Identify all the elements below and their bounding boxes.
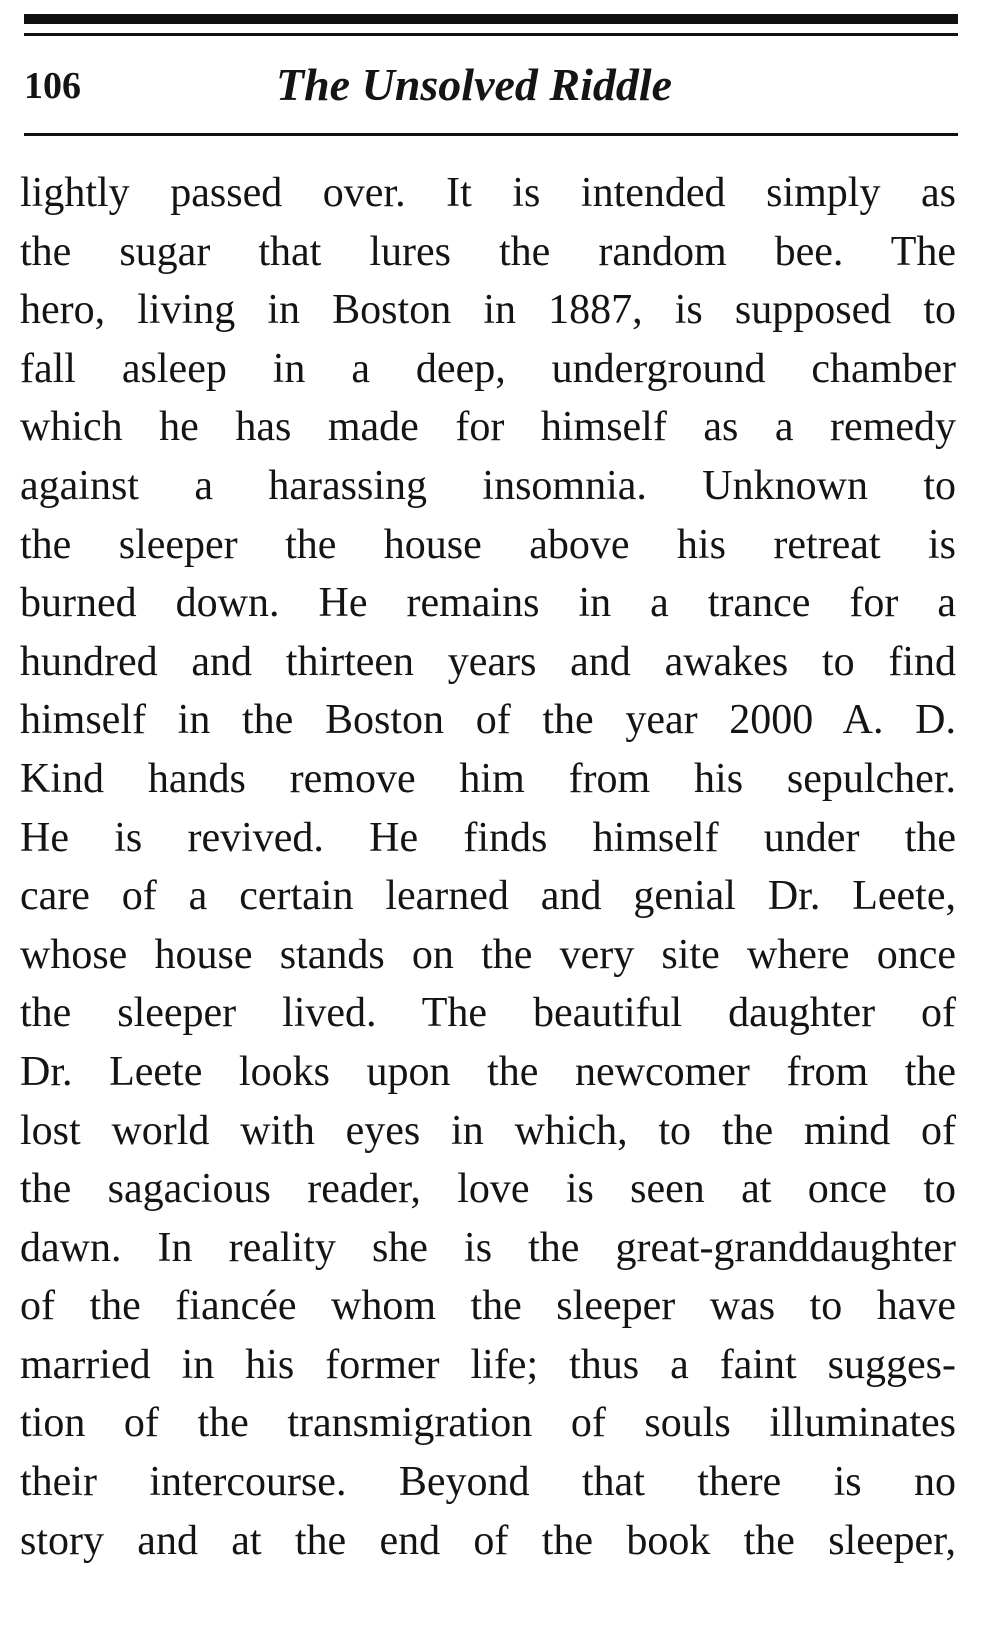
- book-title: The Unsolved Riddle: [276, 59, 673, 110]
- text-line: whose house stands on the very site where once: [20, 931, 956, 978]
- text-line: Dr. Leete looks upon the newcomer from the: [20, 1048, 956, 1095]
- text-line: their intercourse. Beyond that there is no: [20, 1459, 956, 1506]
- text-line: the sugar that lures the random bee. The: [20, 228, 956, 275]
- text-line: fall asleep in a deep, underground chamber: [20, 345, 956, 392]
- header-rule-bottom: [24, 133, 958, 136]
- header-rule-thick: [24, 14, 958, 24]
- text-line: lightly passed over. It is intended simply as: [20, 170, 956, 216]
- text-line: tion of the transmigration of souls illuminates: [20, 1400, 956, 1447]
- page-number: 106: [24, 65, 81, 107]
- text-line: lost world with eyes in which, to the mind of: [20, 1107, 956, 1154]
- text-line: against a harassing insomnia. Unknown to: [20, 462, 956, 509]
- text-line: married in his former life; thus a faint sugges-: [20, 1341, 956, 1388]
- running-head: [24, 58, 958, 118]
- text-line: the sagacious reader, love is seen at once to: [20, 1166, 956, 1213]
- text-line: He is revived. He finds himself under the: [20, 814, 956, 861]
- text-line: hundred and thirteen years and awakes to find: [20, 638, 956, 685]
- text-line: story and at the end of the book the sleeper,: [20, 1517, 956, 1564]
- text-line: burned down. He remains in a trance for a: [20, 580, 956, 627]
- text-line: Kind hands remove him from his sepulcher.: [20, 755, 956, 802]
- text-line: which he has made for himself as a remedy: [20, 404, 956, 451]
- text-line: of the fiancée whom the sleeper was to have: [20, 1283, 956, 1330]
- text-line: the sleeper the house above his retreat is: [20, 521, 956, 568]
- header-rule-thin: [24, 33, 958, 36]
- text-line: dawn. In reality she is the great-granddaughter: [20, 1224, 956, 1271]
- text-line: himself in the Boston of the year 2000 A. D.: [20, 697, 956, 744]
- text-line: care of a certain learned and genial Dr. Leete,: [20, 873, 956, 920]
- text-line: the sleeper lived. The beautiful daughter of: [20, 990, 956, 1037]
- text-line: hero, living in Boston in 1887, is supposed to: [20, 287, 956, 334]
- body-text: [20, 164, 956, 1570]
